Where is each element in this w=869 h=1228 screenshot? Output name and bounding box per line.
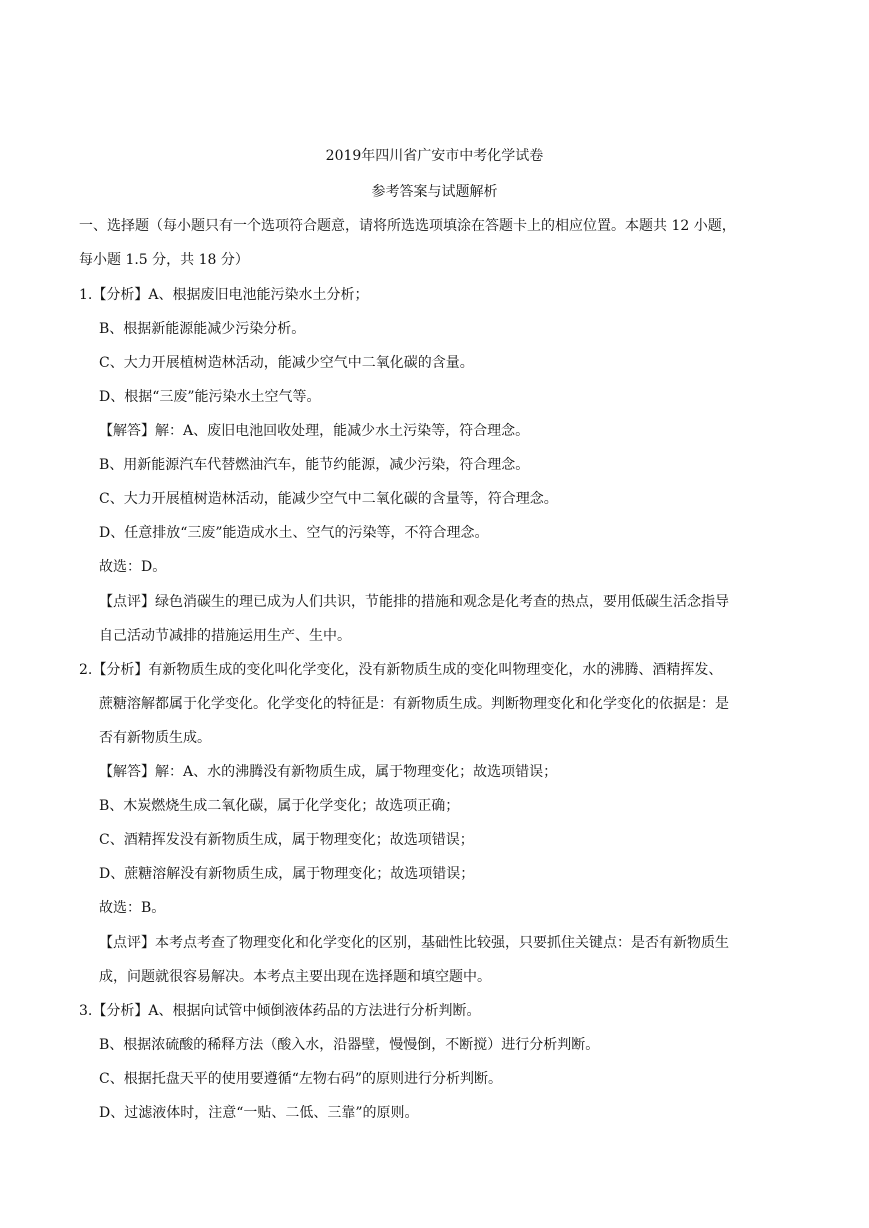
q2-answer-line: C、酒精挥发没有新物质生成，属于物理变化；故选项错误； bbox=[99, 832, 474, 848]
q2-answer-line: 【解答】解：A、水的沸腾没有新物质生成，属于物理变化；故选项错误； bbox=[99, 764, 558, 780]
q2-comment-line: 【点评】本考点考查了物理变化和化学变化的区别，基础性比较强，只要抓住关键点：是否有新物质生 bbox=[99, 935, 729, 951]
q1-answer-line: B、用新能源汽车代替燃油汽车，能节约能源，减少污染，符合理念。 bbox=[99, 457, 530, 473]
q2-comment-line: 成，问题就很容易解决。本考点主要出现在选择题和填空题中。 bbox=[99, 969, 491, 985]
q2-analysis-line: 蔗糖溶解都属于化学变化。化学变化的特征是：有新物质生成。判断物理变化和化学变化的依据是：是 bbox=[99, 696, 729, 712]
q3-analysis-line: B、根据浓硫酸的稀释方法（酸入水，沿器壁，慢慢倒，不断搅）进行分析判断。 bbox=[99, 1037, 600, 1053]
q1-analysis-line: D、根据“三废”能污染水土空气等。 bbox=[99, 389, 321, 405]
q1-answer-line: 【解答】解：A、废旧电池回收处理，能减少水土污染等，符合理念。 bbox=[99, 423, 530, 439]
q1-comment-line: 自己活动节减排的措施运用生产、生中。 bbox=[99, 628, 351, 644]
q1-answer-line: D、任意排放“三废”能造成水土、空气的污染等，不符合理念。 bbox=[99, 525, 489, 541]
q3-analysis-line: 3.【分析】A、根据向试管中倾倒液体药品的方法进行分析判断。 bbox=[79, 1003, 481, 1019]
q3-analysis-line: C、根据托盘天平的使用要遵循“左物右码”的原则进行分析判断。 bbox=[99, 1071, 503, 1087]
q2-answer-line: D、蔗糖溶解没有新物质生成，属于物理变化；故选项错误； bbox=[99, 866, 475, 882]
q2-answer-line: B、木炭燃烧生成二氧化碳，属于化学变化；故选项正确； bbox=[99, 798, 460, 814]
section-heading-line-2: 每小题 1.5 分，共 18 分） bbox=[79, 252, 249, 268]
q1-analysis-line: C、大力开展植树造林活动，能减少空气中二氧化碳的含量。 bbox=[99, 355, 474, 371]
document-subtitle: 参考答案与试题解析 bbox=[371, 184, 498, 200]
q1-analysis-line: B、根据新能源能减少污染分析。 bbox=[99, 321, 306, 337]
q1-comment-line: 【点评】绿色消碳生的理已成为人们共识，节能排的措施和观念是化考查的热点，要用低碳生活念指导 bbox=[99, 594, 729, 610]
q2-analysis-line: 2.【分析】有新物质生成的变化叫化学变化，没有新物质生成的变化叫物理变化，水的沸腾、酒精挥发、 bbox=[79, 662, 723, 678]
q1-answer-line: C、大力开展植树造林活动，能减少空气中二氧化碳的含量等，符合理念。 bbox=[99, 491, 558, 507]
q1-answer-choice: 故选：D。 bbox=[99, 559, 167, 575]
document-title: 2019年四川省广安市中考化学试卷 bbox=[325, 148, 544, 164]
q2-analysis-line: 否有新物质生成。 bbox=[99, 730, 211, 746]
q3-analysis-line: D、过滤液体时，注意“一贴、二低、三靠”的原则。 bbox=[99, 1105, 419, 1121]
section-heading-line-1: 一、选择题（每小题只有一个选项符合题意，请将所选选项填涂在答题卡上的相应位置。本题共 12 小题， bbox=[79, 218, 736, 234]
q2-answer-choice: 故选：B。 bbox=[99, 900, 166, 916]
q1-analysis-line: 1.【分析】A、根据废旧电池能污染水土分析； bbox=[79, 287, 369, 303]
